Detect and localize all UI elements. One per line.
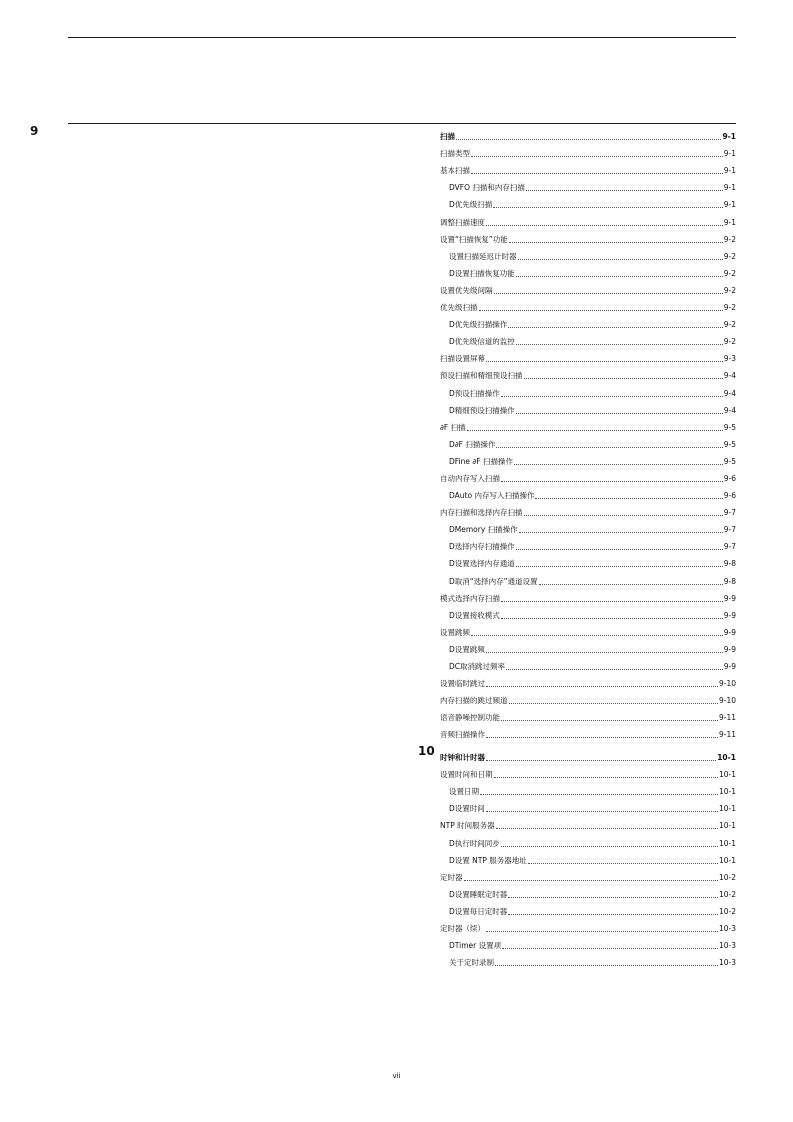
- toc-entry[interactable]: [440, 587, 736, 604]
- dot-leader: [486, 361, 723, 362]
- dot-leader: [496, 447, 722, 448]
- toc-entry-title: D设置跳频: [449, 644, 485, 654]
- chapter-rule: [68, 123, 736, 124]
- toc-entry[interactable]: [440, 501, 736, 518]
- chapter-number: 9: [30, 124, 39, 138]
- toc-entry[interactable]: [440, 746, 736, 763]
- dot-leader: [480, 794, 718, 795]
- toc-entry[interactable]: [440, 934, 736, 951]
- toc-entry[interactable]: [440, 552, 736, 569]
- toc-entry[interactable]: [440, 866, 736, 883]
- toc-entry-page: 9-9: [723, 644, 736, 654]
- dot-leader: [486, 686, 718, 687]
- toc-entry-title: D设置每日定时器: [449, 906, 508, 916]
- dot-leader: [508, 914, 718, 915]
- toc-entry-page: 10-1: [718, 804, 736, 814]
- toc-entry-title: D取消“选择内存”通道设置: [449, 576, 538, 586]
- toc-entry-page: 9-7: [723, 508, 736, 518]
- toc-entry-title: DAuto 内存写入扫描操作: [449, 491, 535, 501]
- toc-entry[interactable]: [440, 723, 736, 740]
- toc-entry[interactable]: [440, 689, 736, 706]
- dot-leader: [471, 173, 723, 174]
- toc-entry-page: 9-2: [723, 320, 736, 330]
- dot-leader: [526, 190, 723, 191]
- dot-leader: [486, 811, 718, 812]
- toc-entry-title: D∂F 扫描操作: [449, 439, 496, 449]
- dot-leader: [501, 720, 718, 721]
- dot-leader: [518, 259, 723, 260]
- toc-entry-page: 10-1: [718, 855, 736, 865]
- toc-entry-title: 优先级扫描: [440, 303, 478, 313]
- dot-leader: [494, 777, 718, 778]
- toc-entry-page: 9-9: [723, 593, 736, 603]
- dot-leader: [496, 828, 718, 829]
- toc-entry-title: 关于定时录制: [449, 958, 494, 968]
- toc-entry[interactable]: [440, 763, 736, 780]
- toc-entry[interactable]: [440, 193, 736, 210]
- dot-leader: [486, 225, 723, 226]
- toc-entry-title: 设置临时跳过: [440, 679, 485, 689]
- toc-entry-title: 定时器: [440, 872, 463, 882]
- toc-entry-page: 9-1: [723, 166, 736, 176]
- toc-entry-title: 扫描类型: [440, 149, 470, 159]
- toc-entry-page: 9-4: [723, 388, 736, 398]
- dot-leader: [508, 897, 718, 898]
- toc-entry[interactable]: [440, 535, 736, 552]
- toc-entry-page: 10-2: [718, 906, 736, 916]
- toc-entry-page: 9-4: [723, 371, 736, 381]
- toc-entry[interactable]: [440, 706, 736, 723]
- toc-entry-page: 9-4: [723, 405, 736, 415]
- toc-entry-title: D设置时间: [449, 804, 485, 814]
- dot-leader: [516, 344, 723, 345]
- toc-entry-title: DFine ∂F 扫描操作: [449, 456, 513, 466]
- toc-entry-page: 10-1: [718, 838, 736, 848]
- toc-entry[interactable]: [440, 780, 736, 797]
- dot-leader: [539, 584, 723, 585]
- dot-leader: [524, 515, 723, 516]
- toc-entry[interactable]: [440, 433, 736, 450]
- toc-entry[interactable]: [440, 364, 736, 381]
- toc-entry-page: 9-5: [723, 456, 736, 466]
- toc-entry-title: 语音静噪控制功能: [440, 713, 500, 723]
- toc-entry-page: 10-1: [717, 753, 736, 763]
- toc-entry-page: 10-3: [718, 941, 736, 951]
- toc-entry-title: NTP 时间服务器: [440, 821, 495, 831]
- toc-entry-title: DC取消跳过频率: [449, 662, 506, 671]
- toc-entry-title: D执行时间同步: [449, 838, 500, 848]
- toc-entry[interactable]: [440, 638, 736, 655]
- dot-leader: [509, 242, 723, 243]
- toc-entry-page: 9-7: [723, 542, 736, 552]
- toc-entry-title: 预设扫描和精细预设扫描: [440, 371, 523, 381]
- toc-entry[interactable]: [440, 951, 736, 968]
- toc-entry-title: D设置选择内存通道: [449, 559, 515, 569]
- dot-leader: [508, 327, 722, 328]
- toc-entry-title: 音频扫描操作: [440, 730, 485, 740]
- toc-entry[interactable]: [440, 279, 736, 296]
- toc-entry[interactable]: [440, 569, 736, 586]
- toc-entry[interactable]: [440, 484, 736, 501]
- toc-entry-title: 设置跳频: [440, 627, 470, 637]
- toc-entry[interactable]: [440, 245, 736, 262]
- dot-leader: [501, 846, 718, 847]
- toc-entry[interactable]: [440, 416, 736, 433]
- toc-entry-page: 9-6: [723, 473, 736, 483]
- toc-entry-title: 时钟和计时器: [440, 753, 485, 763]
- toc-entry-page: 9-9: [723, 610, 736, 620]
- toc-entry-page: 10-2: [718, 872, 736, 882]
- toc-entry-page: 9-9: [723, 662, 736, 671]
- dot-leader: [506, 669, 723, 670]
- toc-entry[interactable]: [440, 399, 736, 416]
- dot-leader: [479, 310, 723, 311]
- toc-entry-title: D设置接收模式: [449, 610, 500, 620]
- toc-entry-title: D选择内存扫描操作: [449, 542, 515, 552]
- toc-entry-title: 扫描设置屏幕: [440, 354, 485, 364]
- toc-entry-page: 9-2: [723, 303, 736, 313]
- toc-entry-page: 9-1: [722, 132, 736, 142]
- toc-entry-title: D精细预设扫描操作: [449, 405, 515, 415]
- toc-entry-page: 9-2: [723, 337, 736, 347]
- dot-leader: [516, 413, 723, 414]
- toc-entry-page: 9-2: [723, 268, 736, 278]
- toc-entry[interactable]: [440, 518, 736, 535]
- toc-entry-title: DVFO 扫描和内存扫描: [449, 183, 525, 193]
- toc-entry-page: 10-3: [718, 958, 736, 968]
- toc-entry-page: 9-7: [723, 525, 736, 535]
- dot-leader: [524, 378, 723, 379]
- toc-entry-page: 9-3: [723, 354, 736, 364]
- toc-entry-title: 定时器（续）: [440, 924, 485, 934]
- toc-entry-title: D设置 NTP 服务器地址: [449, 855, 527, 865]
- toc-entry-title: D优先级扫描操作: [449, 320, 508, 330]
- toc-entry[interactable]: [440, 210, 736, 227]
- dot-leader: [486, 931, 718, 932]
- toc-entry-title: 设置扫描延迟计时器: [449, 251, 517, 261]
- dot-leader: [501, 601, 723, 602]
- dot-leader: [501, 618, 723, 619]
- toc-entry[interactable]: [440, 313, 736, 330]
- toc-entry[interactable]: [440, 831, 736, 848]
- toc-entry[interactable]: [440, 814, 736, 831]
- toc-entry[interactable]: [440, 655, 736, 672]
- dot-leader: [501, 481, 723, 482]
- toc-entry-title: 基本扫描: [440, 166, 470, 176]
- toc-entry[interactable]: [440, 296, 736, 313]
- toc-entry-title: 内存扫描的跳过频道: [440, 696, 508, 706]
- dot-leader: [467, 430, 723, 431]
- toc-entry[interactable]: [440, 330, 736, 347]
- toc-entry[interactable]: [440, 347, 736, 364]
- dot-leader: [471, 635, 723, 636]
- dot-leader: [516, 566, 723, 567]
- toc-entry-page: 10-1: [718, 821, 736, 831]
- toc-chapter-10: [440, 746, 736, 968]
- toc-entry-page: 10-2: [718, 889, 736, 899]
- toc-entry[interactable]: [440, 159, 736, 176]
- toc-entry-title: D优先级扫描: [449, 200, 493, 210]
- header-rule: [68, 37, 736, 38]
- toc-entry-page: 9-1: [723, 217, 736, 227]
- toc-entry-title: DMemory 扫描操作: [449, 525, 518, 535]
- toc-entry[interactable]: [440, 381, 736, 398]
- dot-leader: [516, 276, 723, 277]
- dot-leader: [519, 532, 723, 533]
- toc-entry-title: DTimer 设置项: [449, 941, 502, 951]
- toc-entry[interactable]: [440, 797, 736, 814]
- toc-entry-page: 9-6: [723, 491, 736, 501]
- toc-entry[interactable]: [440, 604, 736, 621]
- page-number: vii: [392, 1072, 401, 1080]
- toc-entry-page: 9-9: [723, 627, 736, 637]
- toc-entry-title: 设置“扫描恢复”功能: [440, 234, 508, 244]
- toc-entry-page: 9-2: [723, 234, 736, 244]
- toc-entry-title: ∂F 扫描: [440, 422, 466, 432]
- toc-entry[interactable]: [440, 849, 736, 866]
- dot-leader: [502, 948, 718, 949]
- toc-entry-page: 9-2: [723, 251, 736, 261]
- toc-entry-page: 9-5: [723, 439, 736, 449]
- toc-entry[interactable]: [440, 262, 736, 279]
- toc-entry-title: D预设扫描操作: [449, 388, 500, 398]
- dot-leader: [486, 760, 716, 761]
- toc-entry[interactable]: [440, 176, 736, 193]
- toc-entry-page: 9-1: [723, 149, 736, 159]
- toc-entry[interactable]: [440, 917, 736, 934]
- toc-entry-page: 9-11: [718, 713, 736, 723]
- toc-entry-page: 9-11: [718, 730, 736, 740]
- toc-entry-page: 9-1: [723, 200, 736, 210]
- dot-leader: [528, 863, 718, 864]
- toc-entry-page: 9-10: [718, 696, 736, 706]
- toc-entry-title: 自动内存写入扫描: [440, 473, 500, 483]
- toc-entry[interactable]: [440, 228, 736, 245]
- toc-entry-page: 9-5: [723, 422, 736, 432]
- toc-entry-title: 设置日期: [449, 787, 479, 797]
- dot-leader: [486, 737, 718, 738]
- dot-leader: [509, 703, 718, 704]
- toc-entry-page: 9-2: [723, 285, 736, 295]
- toc-entry-page: 9-8: [723, 576, 736, 586]
- toc-entry-title: 设置优先级间隔: [440, 285, 493, 295]
- dot-leader: [456, 139, 721, 140]
- dot-leader: [516, 549, 723, 550]
- dot-leader: [486, 652, 723, 653]
- toc-entry-page: 10-1: [718, 787, 736, 797]
- dot-leader: [495, 965, 718, 966]
- toc-entry-page: 10-1: [718, 770, 736, 780]
- toc-entry-title: 模式选择内存扫描: [440, 593, 500, 603]
- toc-chapter-9: [440, 125, 736, 740]
- dot-leader: [494, 293, 723, 294]
- dot-leader: [514, 464, 723, 465]
- toc-entry-title: D设置睡眠定时器: [449, 889, 508, 899]
- toc-entry-page: 9-8: [723, 559, 736, 569]
- toc-entry-title: 内存扫描和选择内存扫描: [440, 508, 523, 518]
- toc-entry[interactable]: [440, 883, 736, 900]
- toc-entry-page: 9-10: [718, 679, 736, 689]
- chapter-number: 10: [418, 744, 435, 758]
- dot-leader: [471, 156, 723, 157]
- toc-entry[interactable]: [440, 621, 736, 638]
- toc-entry[interactable]: [440, 450, 736, 467]
- toc-entry-title: D设置扫描恢复功能: [449, 268, 515, 278]
- toc-entry[interactable]: [440, 900, 736, 917]
- toc-entry[interactable]: [440, 125, 736, 142]
- toc-entry[interactable]: [440, 142, 736, 159]
- toc-entry[interactable]: [440, 467, 736, 484]
- toc-entry-title: 设置时间和日期: [440, 770, 493, 780]
- toc-entry[interactable]: [440, 672, 736, 689]
- toc-entry-title: D优先级信道的监控: [449, 337, 515, 347]
- dot-leader: [493, 207, 722, 208]
- dot-leader: [501, 396, 723, 397]
- toc-entry-page: 9-1: [723, 183, 736, 193]
- dot-leader: [464, 880, 718, 881]
- toc-entry-title: 调整扫描速度: [440, 217, 485, 227]
- toc-entry-title: 扫描: [440, 132, 455, 142]
- toc-entry-page: 10-3: [718, 924, 736, 934]
- dot-leader: [535, 498, 722, 499]
